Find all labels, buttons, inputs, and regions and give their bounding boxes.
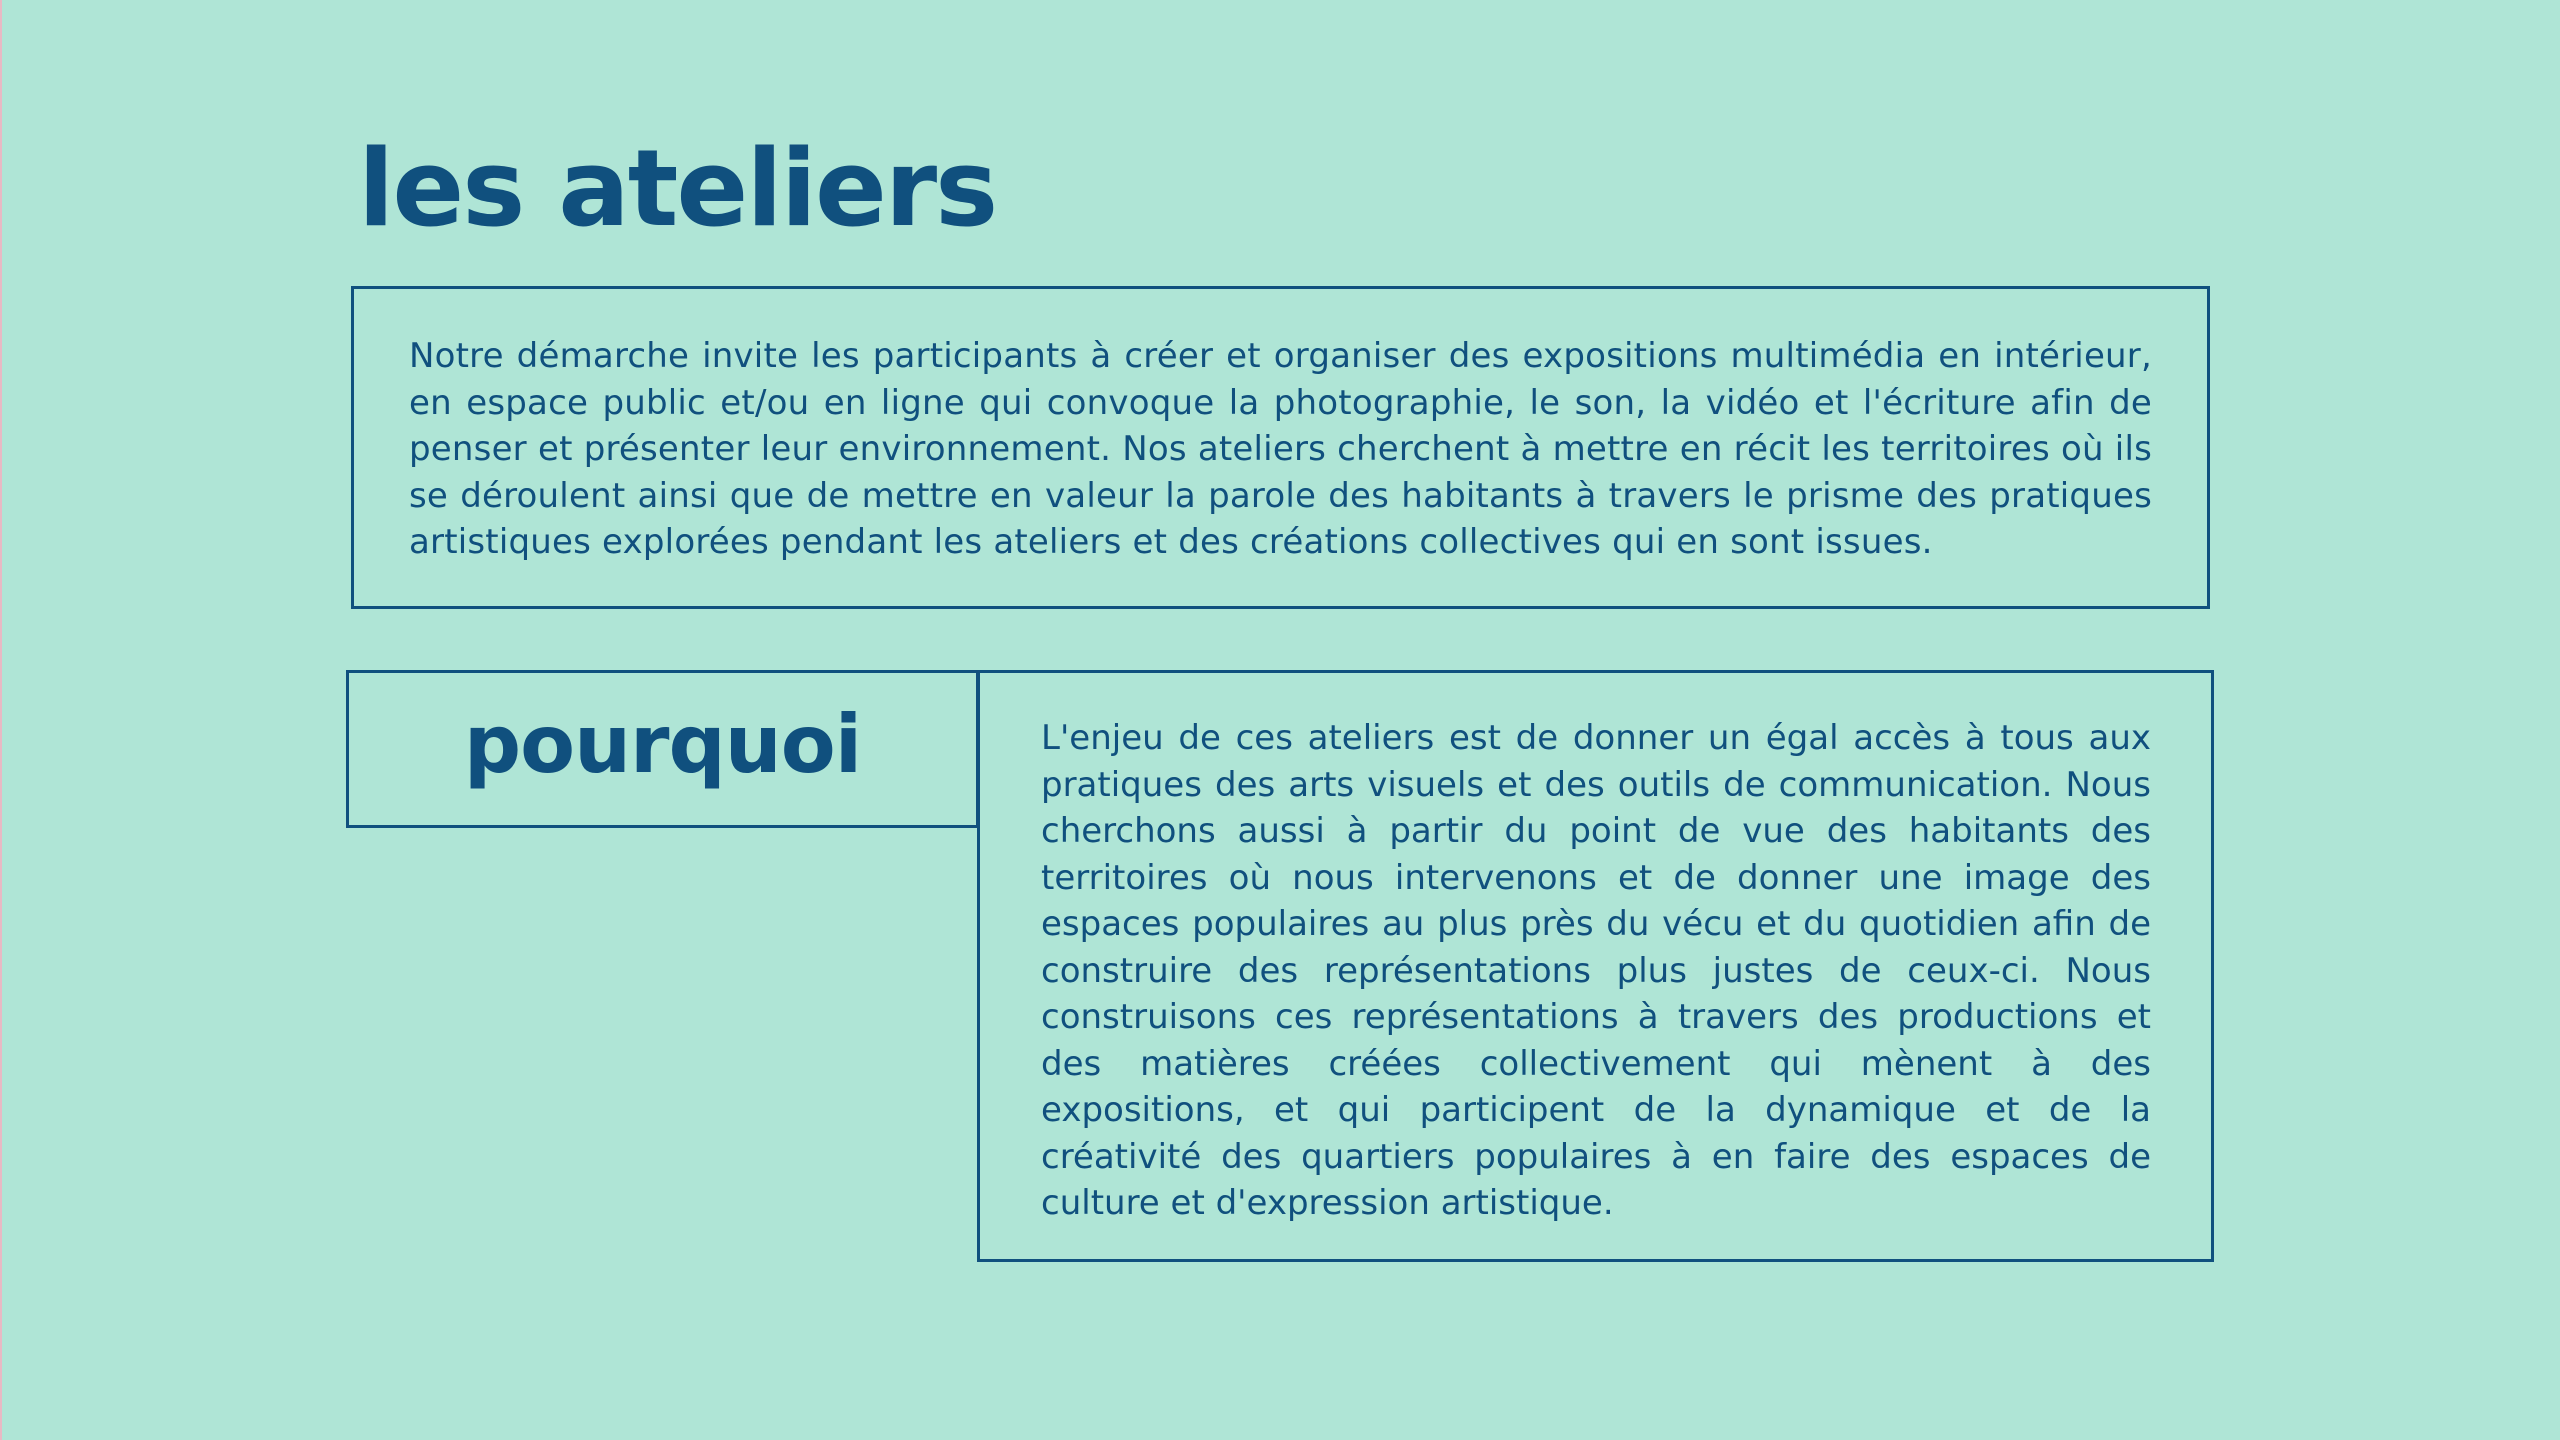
section-body-box: [977, 670, 2214, 1262]
intro-paragraph: Notre démarche invite les participants à créer et organiser des expositions multimédia en intérieur, en espace public et/ou en ligne qui convoque la photographie, le son, la vidéo et l'écriture afin de penser et présenter leur environnement. Nos ateliers cherchent à mettre en récit les territoires où ils se déroulent ainsi que de mettre en valeur la parole des habitants à travers le prisme des pratiques artistiques explorées pendant les ateliers et des créations collectives qui en sont issues.: [409, 336, 2152, 562]
page-title: les ateliers: [358, 127, 997, 250]
section-body-paragraph: L'enjeu de ces ateliers est de donner un égal accès à tous aux pratiques des arts visuels et des outils de communication. Nous cherchons aussi à partir du point de vue des habitants des territoires où nous intervenons et de donner une image des espaces populaires au plus près du vécu et du quotidien afin de construire des représentations plus justes de ceux-ci. Nous construisons ces représentations à travers des productions et des matières créées collectivement qui mènent à des expositions, et qui participent de la dynamique et de la créativité des quartiers populaires à en faire des espaces de culture et d'expression artistique.: [1041, 718, 2151, 1223]
section-heading: pourquoi: [463, 698, 862, 791]
intro-box: [351, 286, 2210, 609]
section-heading-box: [346, 670, 979, 828]
left-edge-strip: [0, 0, 2, 1440]
